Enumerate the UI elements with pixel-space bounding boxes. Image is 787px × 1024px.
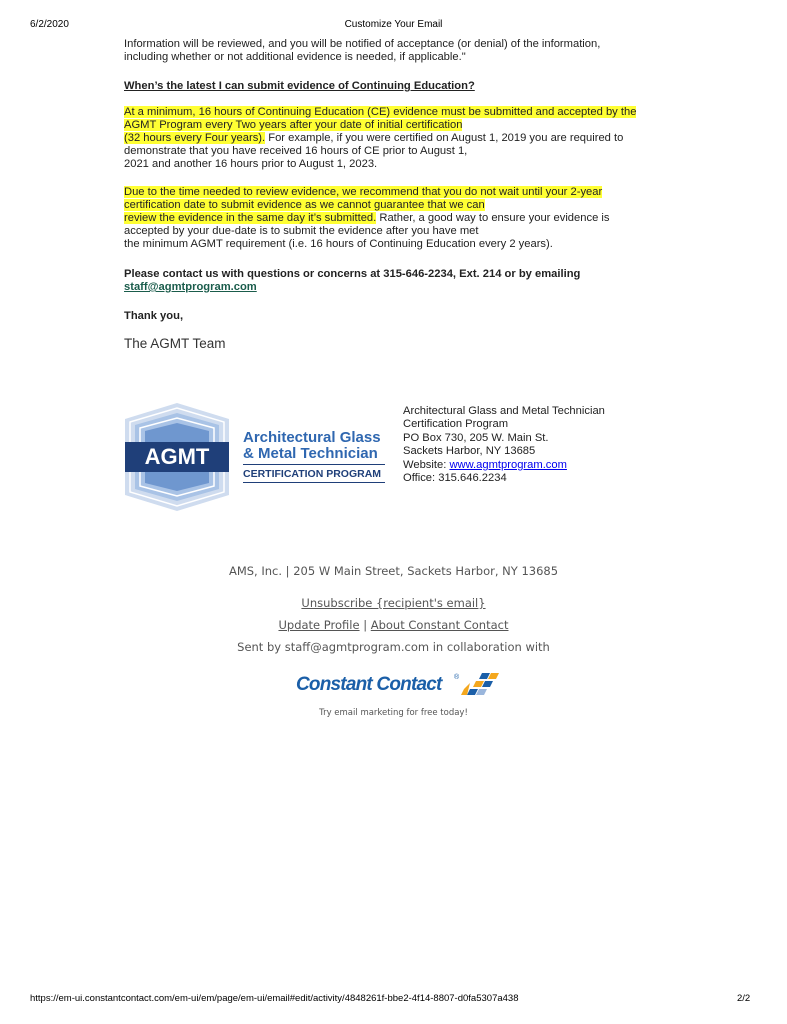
body-text: the minimum AGMT requirement (i.e. 16 hours of Continuing Education every 2 years). [124, 238, 553, 250]
cc-tagline: Try email marketing for free today! [319, 708, 468, 718]
office-phone: Office: 315.646.2234 [403, 472, 507, 485]
intro-paragraph [124, 38, 664, 64]
constant-contact-logo[interactable] [296, 670, 506, 700]
body-text: For example, if you were certified on August 1, 2019 you are required to [265, 132, 624, 144]
body-text: accepted by your due-date is to submit the evidence after you have met [124, 225, 479, 237]
profile-row [0, 618, 787, 632]
link-separator: | [359, 618, 371, 632]
highlight-text: (32 hours every Four years). [124, 132, 266, 144]
company-address: AMS, Inc. | 205 W Main Street, Sackets Harbor, NY 13685 [228, 564, 559, 578]
logo-divider [243, 464, 385, 465]
registered-mark-icon: ® [454, 674, 460, 681]
about-constant-contact-link[interactable]: About Constant Contact [370, 618, 509, 632]
print-date: 6/2/2020 [30, 19, 69, 30]
website-link[interactable]: www.agmtprogram.com [449, 458, 567, 471]
ce-requirement-paragraph [124, 106, 664, 171]
highlight-text: AGMT Program every Two years after your date of initial certification [124, 119, 463, 131]
contact-paragraph [124, 268, 664, 294]
body-text: Rather, a good way to ensure your evidence is [376, 212, 610, 224]
agmt-logo [122, 402, 390, 512]
address-line: Architectural Glass and Metal Technician [403, 405, 605, 417]
update-profile-link[interactable]: Update Profile [278, 618, 360, 632]
contact-text: Please contact us with questions or concerns at 315-646-2234, Ext. 214 or by emailing [124, 268, 581, 280]
address-line: Certification Program [403, 418, 509, 431]
logo-line-1: Architectural Glass [243, 429, 381, 446]
cc-squares-icon [460, 672, 500, 696]
intro-line: including whether or not additional evidence is needed, if applicable." [124, 51, 466, 63]
review-time-paragraph [124, 186, 664, 251]
unsubscribe-link[interactable]: Unsubscribe {recipient's email} [301, 596, 486, 610]
faq-question: When’s the latest I can submit evidence of Continuing Education? [124, 80, 475, 92]
print-url: https://em-ui.constantcontact.com/em-ui/em/page/em-ui/email#edit/activity/4848261f-bbe2-4f14-8807-d0fa5307a438 [30, 993, 519, 1004]
signature-team: The AGMT Team [124, 336, 226, 351]
print-page-number: 2/2 [737, 993, 751, 1004]
constant-contact-wordmark: Constant Contact [296, 674, 442, 695]
print-title: Customize Your Email [344, 19, 443, 30]
address-line: PO Box 730, 205 W. Main St. [403, 431, 549, 444]
address-line: Sackets Harbor, NY 13685 [403, 445, 536, 458]
logo-line-3: CERTIFICATION PROGRAM [243, 468, 382, 480]
thank-you: Thank you, [124, 310, 184, 322]
body-text: 2021 and another 16 hours prior to August 1, 2023. [124, 158, 378, 170]
body-text: demonstrate that you have received 16 hours of CE prior to August 1, [124, 145, 468, 157]
website-label: Website: [403, 458, 450, 471]
logo-line-2: & Metal Technician [243, 445, 378, 462]
unsubscribe-row [0, 596, 787, 610]
highlight-text: certification date to submit evidence as we cannot guarantee that we can [124, 199, 485, 211]
highlight-text: Due to the time needed to review evidence, we recommend that you do not wait until your 2-year [124, 186, 603, 198]
logo-divider [243, 482, 385, 483]
highlight-text: At a minimum, 16 hours of Continuing Education (CE) evidence must be submitted and accepted by the [124, 106, 637, 118]
staff-email-link[interactable]: staff@agmtprogram.com [124, 281, 257, 293]
logo-badge-text: AGMT [144, 444, 210, 469]
highlight-text: review the evidence in the same day it’s submitted. [124, 212, 377, 224]
address-block [403, 405, 605, 485]
intro-line: Information will be reviewed, and you will be notified of acceptance (or denial) of the information, [124, 38, 601, 50]
sent-by-text: Sent by staff@agmtprogram.com in collaboration with [237, 640, 550, 654]
